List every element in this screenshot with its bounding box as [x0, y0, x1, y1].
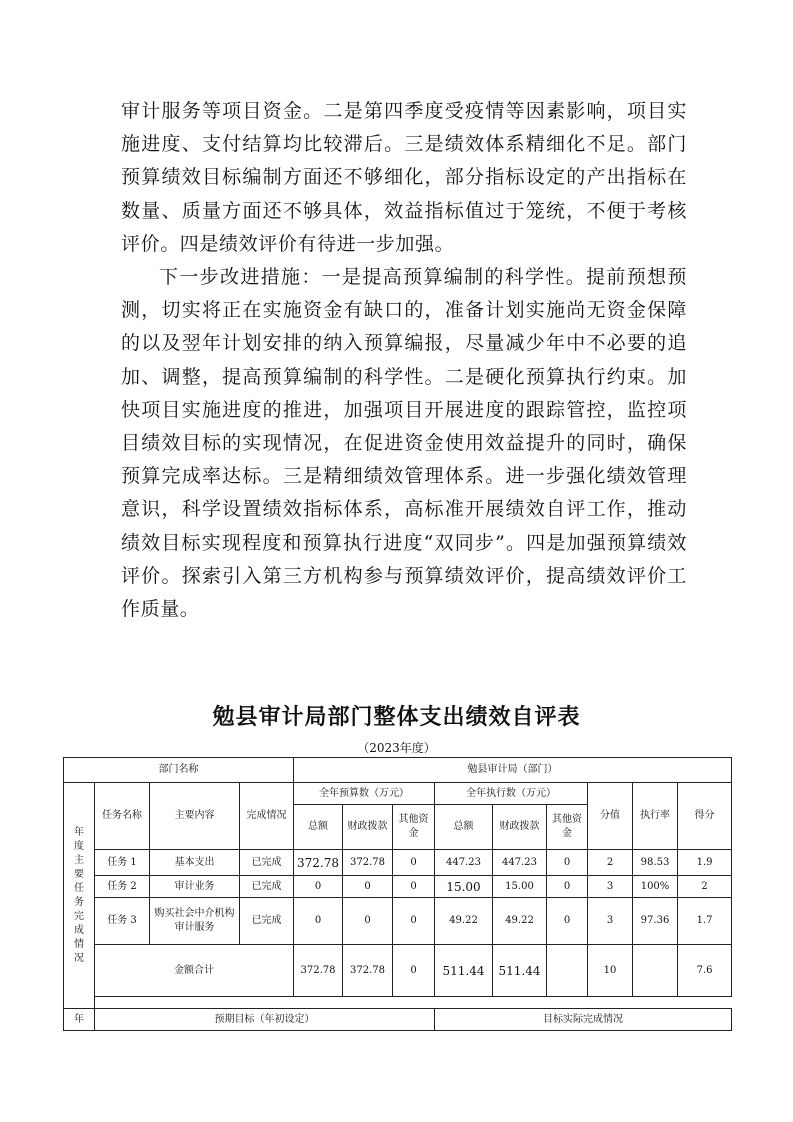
header-exec-other: 其他资金 — [547, 805, 588, 850]
spacer-row — [64, 997, 732, 1009]
cell-exec-total: 447.23 — [435, 850, 493, 876]
cell-score: 1.9 — [678, 850, 732, 876]
header-exec-rate: 执行率 — [633, 783, 678, 850]
total-exec-other — [547, 945, 588, 997]
bottom-actual: 目标实际完成情况 — [435, 1009, 732, 1031]
cell-budget-fiscal: 372.78 — [343, 850, 393, 876]
total-budget-fiscal: 372.78 — [343, 945, 393, 997]
header-exec-total: 总额 — [435, 805, 493, 850]
cell-exec-other: 0 — [547, 898, 588, 945]
cell-status: 已完成 — [240, 850, 294, 876]
cell-content: 审计业务 — [150, 876, 240, 898]
table-year: （2023年度） — [357, 741, 436, 755]
paragraph-2: 下一步改进措施：一是提高预算编制的科学性。提前预想预测，切实将正在实施资金有缺口的，准备计划实施尚无资金保障的以及翌年计划安排的纳入预算编报，尽量减少年中不必要的追加、调整，提高预算编制的科学性。二是硬化预算执行约束。加快项目实施进度的推进，加强项目开展进度的跟踪管控，监控项目绩效目标的实现情况，在促进资金使用效益提升的同时，确保预算完成率达标。三是精细绩效管理体系。进一步强化绩效管理意识，科学设置绩效指标体系，高标准开展绩效自评工作，推动绩效目标实现程度和预算执行进度“双同步”。四是加强预算绩效评价。探索引入第三方机构参与预算绩效评价，提高绩效评价工作质量。 — [121, 266, 687, 621]
table-row — [64, 876, 732, 898]
table-row — [64, 898, 732, 945]
header-exec-fiscal: 财政拨款 — [493, 805, 547, 850]
cell-budget-fiscal: 0 — [343, 898, 393, 945]
body-text — [121, 95, 687, 626]
cell-task-name: 任务 2 — [95, 876, 150, 898]
cell-exec-total: 49.22 — [435, 898, 493, 945]
header-content: 主要内容 — [150, 783, 240, 850]
total-exec-fiscal: 511.44 — [493, 945, 547, 997]
cell-score-value: 3 — [588, 876, 633, 898]
total-score-value: 10 — [588, 945, 633, 997]
side-label — [64, 783, 95, 1009]
cell-budget-total: 372.78 — [294, 850, 343, 876]
cell-content: 购买社会中介机构审计服务 — [150, 898, 240, 945]
dept-label: 部门名称 — [64, 758, 294, 783]
total-budget-other: 0 — [393, 945, 435, 997]
table-row — [64, 850, 732, 876]
total-exec-rate — [633, 945, 678, 997]
total-row — [64, 945, 732, 997]
cell-status: 已完成 — [240, 898, 294, 945]
table-title: 勉县审计局部门整体支出绩效自评表 — [212, 705, 581, 730]
cell-content: 基本支出 — [150, 850, 240, 876]
cell-exec-other: 0 — [547, 876, 588, 898]
cell-budget-other: 0 — [393, 876, 435, 898]
cell-task-name: 任务 1 — [95, 850, 150, 876]
cell-score-value: 3 — [588, 898, 633, 945]
header-score-value: 分值 — [588, 783, 633, 850]
spacer-cell — [95, 997, 732, 1009]
cell-exec-fiscal: 49.22 — [493, 898, 547, 945]
header-budget-fiscal: 财政拨款 — [343, 805, 393, 850]
cell-score-value: 2 — [588, 850, 633, 876]
header-budget-total: 总额 — [294, 805, 343, 850]
cell-score: 2 — [678, 876, 732, 898]
header-row-1 — [64, 783, 732, 805]
cell-exec-rate: 97.36 — [633, 898, 678, 945]
cell-budget-fiscal: 0 — [343, 876, 393, 898]
bottom-row — [64, 1009, 732, 1031]
total-exec-total: 511.44 — [435, 945, 493, 997]
header-exec-group: 全年执行数（万元） — [435, 783, 588, 805]
total-label: 金额合计 — [95, 945, 294, 997]
cell-exec-rate: 100% — [633, 876, 678, 898]
paragraph-1: 审计服务等项目资金。二是第四季度受疫情等因素影响，项目实施进度、支付结算均比较滞后。三是绩效体系精细化不足。部门预算绩效目标编制方面还不够细化，部分指标设定的产出指标在数量、质量方面还不够具体，效益指标值过于笼统，不便于考核评价。四是绩效评价有待进一步加强。 — [121, 100, 687, 255]
dept-row — [64, 758, 732, 783]
header-budget-other: 其他资金 — [393, 805, 435, 850]
total-budget-total: 372.78 — [294, 945, 343, 997]
cell-budget-total: 0 — [294, 876, 343, 898]
total-score: 7.6 — [678, 945, 732, 997]
cell-status: 已完成 — [240, 876, 294, 898]
header-score: 得分 — [678, 783, 732, 850]
cell-budget-other: 0 — [393, 850, 435, 876]
header-task-name: 任务名称 — [95, 783, 150, 850]
cell-score: 1.7 — [678, 898, 732, 945]
cell-budget-other: 0 — [393, 898, 435, 945]
cell-exec-other: 0 — [547, 850, 588, 876]
bottom-expected: 预期目标（年初设定） — [95, 1009, 435, 1031]
cell-exec-total: 15.00 — [435, 876, 493, 898]
cell-exec-fiscal: 15.00 — [493, 876, 547, 898]
evaluation-table — [63, 757, 732, 1031]
header-status: 完成情况 — [240, 783, 294, 850]
cell-exec-rate: 98.53 — [633, 850, 678, 876]
header-budget-group: 全年预算数（万元） — [294, 783, 435, 805]
bottom-side: 年 — [64, 1009, 95, 1031]
cell-task-name: 任务 3 — [95, 898, 150, 945]
side-label-text: 年度主要任务完成情况 — [74, 826, 84, 964]
cell-budget-total: 0 — [294, 898, 343, 945]
cell-exec-fiscal: 447.23 — [493, 850, 547, 876]
dept-value: 勉县审计局（部门） — [294, 758, 732, 783]
